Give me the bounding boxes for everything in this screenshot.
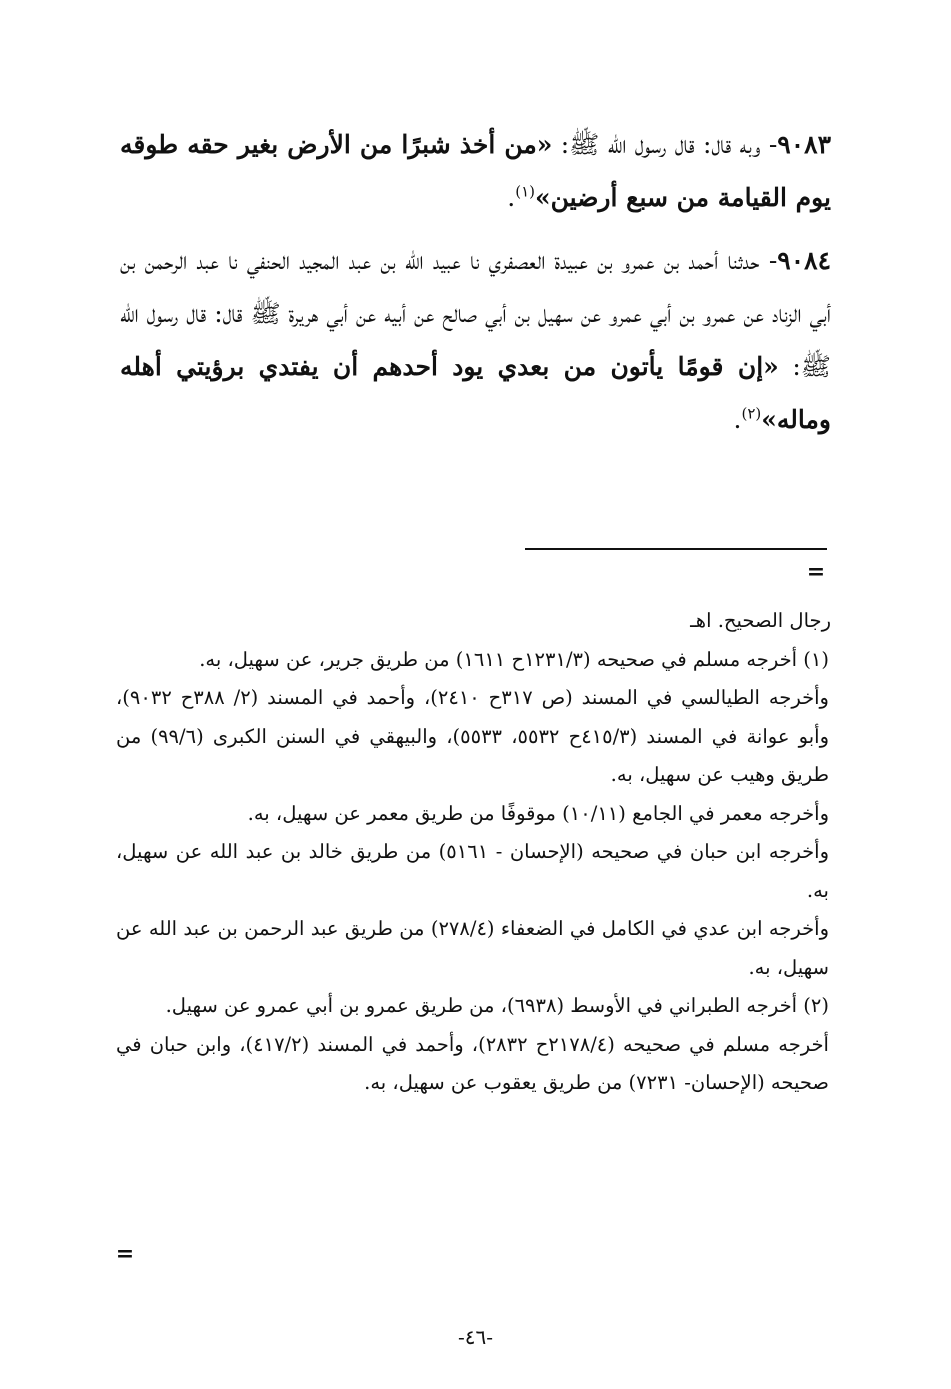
footnote-2-line: (٢) أخرجه الطبراني في الأوسط (٦٩٣٨)، من طريق عمرو بن أبي عمرو عن سهيل.: [165, 994, 829, 1017]
footnote-1-line: (١) أخرجه مسلم في صحيحه (١٢٣١/٣ح ١٦١١) من طريق جرير، عن سهيل، به.: [199, 647, 829, 671]
footnotes: [116, 602, 831, 1103]
hadith-9083: [120, 118, 831, 224]
footnote-ref-1: (١): [515, 182, 535, 201]
hadith-number: ٩٠٨٤: [777, 246, 831, 275]
sentence-end: .: [733, 405, 742, 434]
footnote-carryover: رجال الصحيح. اهـ: [690, 609, 831, 632]
continuation-mark-top: =: [806, 559, 826, 585]
footnote-1-line: وأخرجه ابن حبان في صحيحه (الإحسان - ٥١٦١) من طريق خالد بن عبد الله عن سهيل، به.: [116, 840, 829, 902]
hadith-intro: - وبه قال: قال رسول الله ﷺ:: [552, 130, 778, 159]
sentence-end: .: [507, 183, 516, 212]
footnote-2-line: أخرجه مسلم في صحيحه (٢١٧٨/٤ح ٢٨٣٢)، وأحمد في المسند (٤١٧/٢)، وابن حبان في صحيحه (الإحسان- ٧٢٣١) من طريق يعقوب عن سهيل، به.: [116, 1032, 829, 1094]
hadith-isnad: - حدثنا أحمد بن عمرو بن عبيدة العصفري نا عبيد الله بن عبد المجيد الحنفي نا عبد الرحمن بن أبي الزناد عن عمرو بن أبي عمرو عن سهيل بن أبي صالح عن أبيه عن أبي هريرة ﷺ قال: قال رسول الله ﷺ:: [120, 246, 832, 381]
hadith-matn: «من أخذ شبرًا من الأرض بغير حقه طوقه يوم القيامة من سبع أرضين»: [120, 130, 831, 212]
footnote-1-line: وأخرجه الطيالسي في المسند (ص ٣١٧ح ٢٤١٠)، وأحمد في المسند (٢/ ٣٨٨ح ٩٠٣٢)، وأبو عوانة في المسند (٤١٥/٣ح ٥٥٣٢، ٥٥٣٣)، والبيهقي في السنن الكبرى (٩٩/٦) من طريق وهيب عن سهيل، به.: [116, 686, 829, 786]
hadith-number: ٩٠٨٣: [777, 130, 831, 159]
footnote-ref-2: (٢): [741, 404, 762, 423]
footnote-1-line: وأخرجه ابن عدي في الكامل في الضعفاء (٢٧٨/٤) من طريق عبد الرحمن بن عبد الله عن سهيل، به.: [116, 917, 830, 979]
hadith-9084: [120, 234, 831, 446]
footnote-1-line: وأخرجه معمر في الجامع (١٠/١١) موقوفًا من طريق معمر عن سهيل، به.: [247, 801, 829, 825]
hadith-matn: «إن قومًا يأتون من بعدي يود أحدهم أن يفتدي برؤيتي أهله وماله»: [120, 352, 831, 434]
continuation-mark-bottom: =: [115, 1241, 135, 1267]
footnote-separator: [525, 548, 827, 550]
main-text: [120, 118, 831, 456]
page-number: -٤٦-: [457, 1325, 493, 1349]
